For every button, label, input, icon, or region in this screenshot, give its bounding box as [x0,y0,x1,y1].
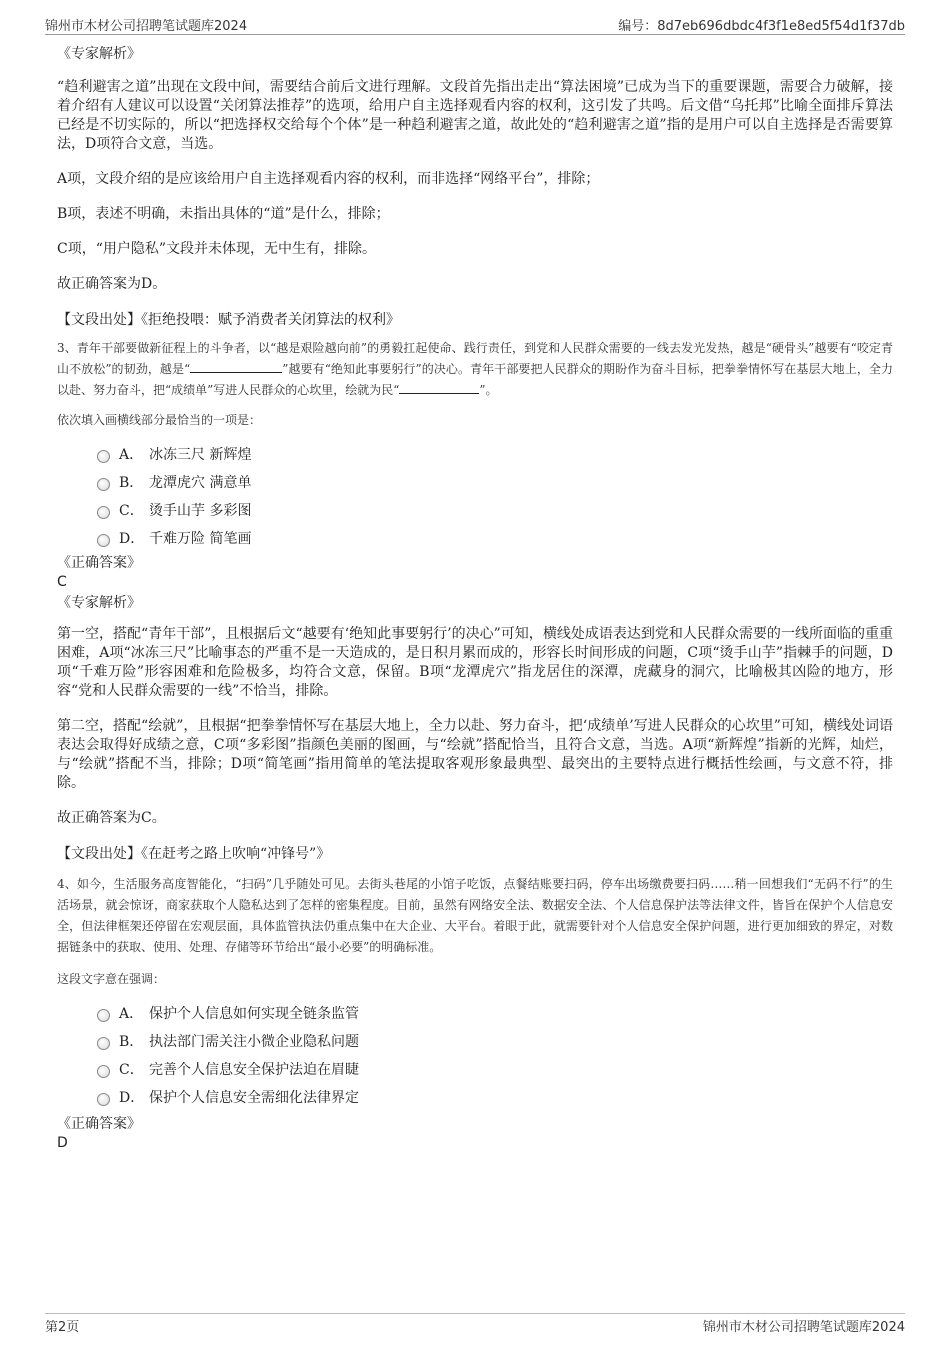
answer-value: C [57,574,67,590]
q3-option-c[interactable] [97,497,893,525]
question-4-prompt: 这段文字意在强调： [57,972,166,986]
analysis-paragraph-2: 第二空，搭配“绘就”，且根据“把拳拳情怀写在基层大地上，全力以赴、努力奋斗，把‘成绩单’写进人民群众的心坎里”可知，横线处词语表达会取得好成绩之意，C项“多彩图”指颜色美丽的图画，与“绘就”搭配恰当，且符合文意，当选。A项“新辉煌”指新的光辉，灿烂，与“绘就”搭配不当，排除；D项“简笔画”指用简单的笔法提取客观形象最典型、最突出的主要特点进行概括性绘画，与文意不符，排除。 [57,718,893,791]
radio-button-icon[interactable] [97,1037,110,1050]
radio-button-icon[interactable] [97,450,110,463]
radio-button-icon[interactable] [97,534,110,547]
header-title: 锦州市木材公司招聘笔试题库2024 [45,19,248,34]
option-key: C． [119,503,144,519]
option-text: 保护个人信息安全需细化法律界定 [149,1090,359,1106]
page-footer [45,1313,905,1336]
q3-option-b[interactable] [97,469,893,497]
q3-blank-2 [399,381,479,394]
analysis-label: 《专家解析》 [57,46,141,62]
answer-label: 《正确答案》 [57,1116,141,1132]
q4-option-c[interactable] [97,1056,893,1084]
answer-value: D [57,1135,68,1151]
page-header [45,12,905,35]
analysis-item-a: A项，文段介绍的是应该给用户自主选择观看内容的权利，而非选择“网络平台”，排除； [57,171,600,187]
analysis-text: “趋利避害之道”出现在文段中间，需要结合前后文进行理解。文段首先指出走出“算法困境”已成为当下的重要课题，需要合力破解，接着介绍有人建议可以设置“关闭算法推荐”的选项，给用户自主选择观看内容的权利，这引发了共鸣。后文借“乌托邦”比喻全面排斥算法已经是不切实际的，所以“把选择权交给每个个体”是一种趋利避害之道，故此处的“趋利避害之道”指的是用户可以自主选择是否需要算法，D项符合文意，当选。 [57,79,893,152]
option-text: 龙潭虎穴 满意单 [149,475,252,491]
option-key: D． [119,531,145,547]
analysis-item-b: B项，表述不明确，未指出具体的“道”是什么，排除； [57,206,390,222]
answer-label: 《正确答案》 [57,555,141,571]
question-3-prompt: 依次填入画横线部分最恰当的一项是： [57,413,262,427]
header-code-value: 8d7eb696dbdc4f3f1e8ed5f54d1f37db [657,19,905,34]
radio-button-icon[interactable] [97,506,110,519]
option-text: 保护个人信息如何实现全链条监管 [149,1006,359,1022]
header-code-label: 编号： [618,19,658,34]
analysis-paragraph-1: 第一空，搭配“青年干部”，且根据后文“越要有‘绝知此事要躬行’的决心”可知，横线处成语表达到党和人民群众需要的一线所面临的重重困难，A项“冰冻三尺”比喻事态的严重不是一天造成的，是日积月累而成的，形容长时间形成的问题，C项“烫手山芋”指棘手的问题，D项“千难万险”形容困难和危险极多，均符合文意，保留。B项“龙潭虎穴”指龙居住的深潭，虎藏身的洞穴，比喻极其凶险的地方，形容“党和人民群众需要的一线”不恰当，排除。 [57,626,893,699]
option-key: B． [119,1034,144,1050]
option-text: 完善个人信息安全保护法迫在眉睫 [149,1062,359,1078]
option-text: 冰冻三尺 新辉煌 [149,447,252,463]
question-3-text [57,338,893,401]
header-code [618,15,905,34]
option-key: A． [119,1006,144,1022]
q3-option-d[interactable] [97,525,893,553]
radio-button-icon[interactable] [97,1065,110,1078]
option-key: B． [119,475,144,491]
option-key: D． [119,1090,145,1106]
option-key: C． [119,1062,144,1078]
conclusion: 故正确答案为C。 [57,810,166,826]
option-key: A． [119,447,144,463]
analysis-label: 《专家解析》 [57,595,141,611]
question-4-text: 4、如今，生活服务高度智能化，“扫码”几乎随处可见。去街头巷尾的小馆子吃饭，点餐结账要扫码，停车出场缴费要扫码……稍一回想我们“无码不行”的生活场景，就会惊讶，商家获取个人隐私达到了怎样的密集程度。目前，虽然有网络安全法、数据安全法、个人信息保护法等法律文件，皆旨在保护个人信息安全，但法律框架还停留在宏观层面，具体监管执法仍重点集中在大企业、大平台。着眼于此，就需要针对个人信息安全保护问题，进行更加细致的界定，对数据链条中的获取、使用、处理、存储等环节给出“最小必要”的明确标准。 [57,877,893,954]
source-citation: 【文段出处】《拒绝投喂：赋予消费者关闭算法的权利》 [57,312,400,328]
option-text: 千难万险 简笔画 [149,531,252,547]
analysis-item-c: C项，“用户隐私”文段并未体现，无中生有，排除。 [57,241,377,257]
option-text: 执法部门需关注小微企业隐私问题 [149,1034,359,1050]
source-citation: 【文段出处】《在赶考之路上吹响“冲锋号”》 [57,846,331,862]
q3-blank-1 [190,360,282,373]
q4-option-d[interactable] [97,1084,893,1112]
question-4-options [57,1000,893,1112]
footer-page-number: 第2页 [45,1320,80,1335]
document-body [57,44,893,1152]
conclusion: 故正确答案为D。 [57,276,167,292]
q3-part1: 3、青年干部要做新征程上的斗争者，以“越是艰险越向前”的勇毅扛起使命、践行责任，到党和人民群众需要的一线去发光发热，越是“硬骨头”越要有“咬定青山不放松”的韧劲，越是“ [57,341,893,376]
q3-option-a[interactable] [97,441,893,469]
q3-part2: ”越要有“绝知此事要躬行”的决心。青年干部要把人民群众的期盼作为奋斗目标，把拳拳情怀写在基层大地上，全力以赴、努力奋斗，把“成绩单”写进人民群众的心坎里，绘就为民“ [57,362,893,397]
question-3-options [57,441,893,553]
q4-option-b[interactable] [97,1028,893,1056]
option-text: 烫手山芋 多彩图 [149,503,252,519]
radio-button-icon[interactable] [97,1009,110,1022]
radio-button-icon[interactable] [97,1093,110,1106]
radio-button-icon[interactable] [97,478,110,491]
q3-part3: ”。 [479,383,498,397]
footer-title: 锦州市木材公司招聘笔试题库2024 [702,1320,905,1335]
q4-option-a[interactable] [97,1000,893,1028]
